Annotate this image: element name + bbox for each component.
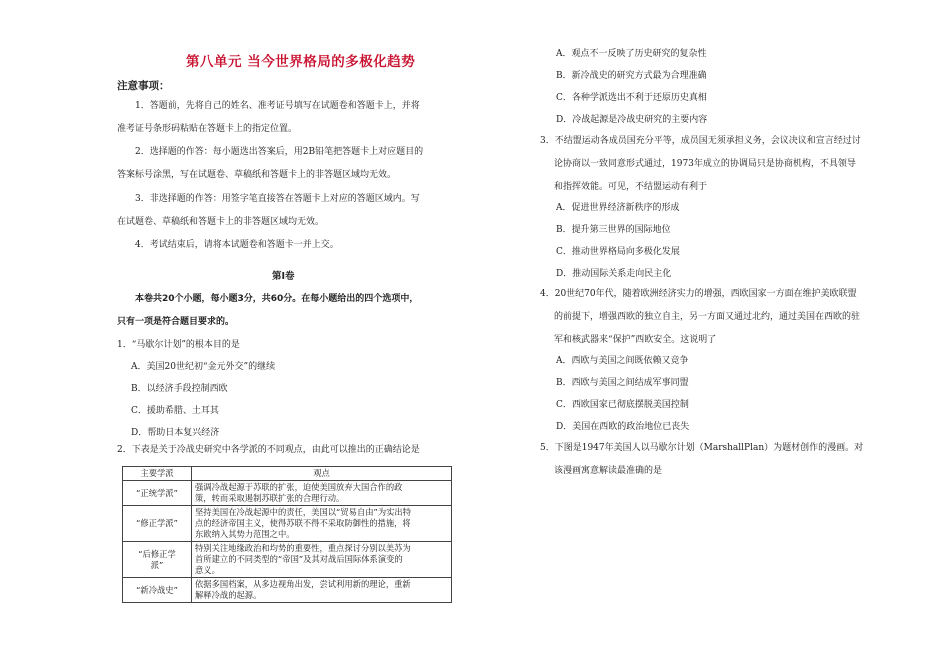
notice-line: 4．考试结束后，请将本试题卷和答题卡一并上交。	[135, 240, 339, 250]
school-line: 派”	[150, 559, 164, 570]
question-stem: 的前提下，增强西欧的独立自主，另一方面又通过北约，通过美国在西欧的驻	[554, 312, 861, 322]
school-cell: “新冷战史”	[123, 578, 192, 603]
option: D．帮助日本复兴经济	[131, 428, 220, 438]
notice-heading: 注意事项：	[117, 80, 170, 92]
option: B．新冷战史的研究方式最为合理准确	[556, 71, 707, 81]
table-row	[123, 542, 452, 578]
option: A．西欧与美国之间既依赖又竞争	[556, 356, 689, 366]
section-intro: 只有一项是符合题目要求的。	[117, 317, 235, 327]
question-stem: 5．下图是1947年美国人以马歇尔计划（MarshallPlan）为题材创作的漫画。对	[540, 443, 864, 453]
option: B．以经济手段控制西欧	[131, 384, 228, 394]
notice-line: 2．选择题的作答：每小题选出答案后，用2B铅笔把答题卡上对应题目的	[135, 147, 424, 157]
table-header-row	[123, 467, 452, 481]
view-line: 强调冷战起源于苏联的扩张，迫使美国放弃大国合作的政	[195, 482, 403, 492]
table-row	[123, 578, 452, 603]
view-line: 解释冷战的起源。	[195, 590, 262, 600]
question-stem: 该漫画寓意解读最准确的是	[554, 466, 663, 476]
option: C．援助希腊、土耳其	[131, 406, 219, 416]
school-line: “后修正学	[138, 548, 176, 559]
option: C．推动世界格局向多极化发展	[556, 247, 680, 257]
section-heading: 第Ⅰ卷	[272, 271, 295, 282]
option: A．促进世界经济新秩序的形成	[556, 203, 680, 213]
option: D．美国在西欧的政治地位已丧失	[556, 422, 690, 432]
school-cell: “正统学派”	[123, 481, 192, 506]
notice-line: 答案标号涂黑，写在试题卷、草稿纸和答题卡上的非答题区域均无效。	[117, 170, 397, 180]
option: C．各种学派选出不利于还原历史真相	[556, 93, 707, 103]
table-row	[123, 506, 452, 542]
question-stem: 1．“马歇尔计划”的根本目的是	[117, 340, 240, 350]
table-row	[123, 481, 452, 506]
school-cell: “修正学派”	[123, 506, 192, 542]
section-intro: 本卷共20个小题，每小题3分，共60分。在每小题给出的四个选项中，	[135, 294, 419, 304]
option: D．冷战起源是冷战史研究的主要内容	[556, 115, 708, 125]
view-cell	[192, 506, 452, 542]
option: B．西欧与美国之间结成军事同盟	[556, 378, 689, 388]
view-line: 坚持美国在冷战起源中的责任，美国以“贸易自由”为实出特	[195, 507, 412, 517]
view-line: 意义。	[195, 565, 220, 575]
schools-table	[122, 466, 452, 603]
question-stem: 3．不结盟运动各成员国充分平等，成员国无须承担义务，会议决议和宣言经过讨	[540, 136, 861, 146]
view-line: 策，转而采取遏制苏联扩张的合理行动。	[195, 493, 345, 503]
option: D．推动国际关系走向民主化	[556, 269, 672, 279]
question-stem: 和指挥效能。可见，不结盟运动有利于	[554, 182, 708, 192]
view-line: 东欧纳入其势力范围之中。	[195, 529, 295, 539]
view-cell	[192, 481, 452, 506]
table-header: 主要学派	[123, 467, 192, 481]
question-stem: 4．20世纪70年代，随着欧洲经济实力的增强，西欧国家一方面在维护美欧联盟	[540, 289, 857, 299]
page-title: 第八单元 当今世界格局的多极化趋势	[186, 54, 416, 70]
notice-line: 1．答题前，先将自己的姓名、准考证号填写在试题卷和答题卡上，并将	[135, 101, 420, 111]
question-stem: 2．下表是关于冷战史研究中各学派的不同观点，由此可以推出的正确结论是	[117, 445, 420, 455]
view-cell	[192, 542, 452, 578]
view-cell	[192, 578, 452, 603]
question-stem: 论协商以一致同意形式通过，1973年成立的协调局只是协商机构，不具领导	[554, 159, 856, 169]
view-line: 首所建立的不同类型的“帝国”及其对战后国际体系演变的	[195, 554, 403, 564]
option: B．提升第三世界的国际地位	[556, 225, 671, 235]
view-line: 点的经济帝国主义，使得苏联不得不采取防御性的措施，将	[195, 518, 411, 528]
notice-line: 准考证号条形码粘贴在答题卡上的指定位置。	[117, 124, 298, 134]
option: A．美国20世纪初“金元外交”的继续	[131, 362, 276, 372]
view-line: 依据多国档案，从多边视角出发，尝试利用新的理论，重新	[195, 579, 411, 589]
option: C．西欧国家已彻底摆脱美国控制	[556, 400, 689, 410]
question-stem: 军和核武器来“保护”西欧安全。这说明了	[554, 335, 717, 345]
view-line: 特别关注地缘政治和均势的重要性，重点探讨分别以美苏为	[195, 543, 411, 553]
school-cell	[123, 542, 192, 578]
table-header: 观点	[192, 467, 452, 481]
option: A．观点不一反映了历史研究的复杂性	[556, 49, 707, 59]
notice-line: 在试题卷、草稿纸和答题卡上的非答题区域均无效。	[117, 217, 325, 227]
notice-line: 3．非选择题的作答：用签字笔直接答在答题卡上对应的答题区域内。写	[135, 194, 420, 204]
